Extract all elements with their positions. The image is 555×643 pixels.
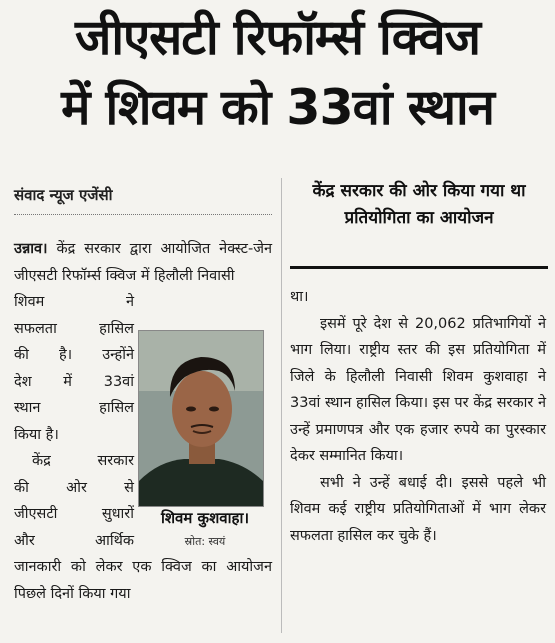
headline	[0, 0, 555, 142]
portrait-photo	[138, 330, 264, 507]
headline-line-1: जीएसटी रिफॉर्म्स क्विज	[74, 9, 481, 66]
wrap-line: की है। उन्होंने	[14, 347, 134, 363]
dateline: उन्नाव।	[14, 241, 48, 257]
wrap-line: शिवम ने	[14, 294, 134, 310]
byline: संवाद न्यूज एजेंसी	[14, 186, 113, 204]
byline-divider	[14, 214, 272, 215]
wrap-line: और आर्थिक	[14, 532, 134, 549]
wrap-line: केंद्र सरकार	[32, 453, 134, 469]
wrap-line: की ओर से	[14, 479, 134, 496]
subheadline-rule	[290, 266, 548, 269]
paragraph-1-full-lines: केंद्र सरकार द्वारा आयोजित नेक्स्ट-जेन जीएसटी रिफॉर्म्स क्विज में हिलौली निवासी	[14, 241, 272, 284]
headline-line-2: में शिवम को 33वां स्थान	[61, 79, 494, 136]
paragraph-2-full-lines: जानकारी को लेकर एक क्विज का आयोजन पिछले दिनों किया गया	[14, 559, 272, 602]
wrap-line: जीएसटी सुधारों	[14, 506, 134, 522]
photo-source: स्रोत: स्वयं	[184, 535, 226, 548]
wrap-line: स्थान हासिल	[14, 400, 134, 416]
right-paragraph-3: सभी ने उन्हें बधाई दी। इससे पहले भी शिवम कई राष्ट्रीय प्रतियोगिताओं में भाग लेकर सफलता हासिल कर चुके हैं।	[290, 474, 546, 544]
right-paragraph-2: इसमें पूरे देश से 20,062 प्रतिभागियों ने भाग लिया। राष्ट्रीय स्तर की इस प्रतियोगिता में जिले के हिलौली निवासी शिवम कुशवाहा ने 33वां स्थान हासिल किया। इस पर केंद्र सरकार ने उन्हें प्रमाणपत्र और एक हजार रुपये का पुरस्कार देकर सम्मानित किया।	[290, 315, 546, 464]
person-portrait-icon	[139, 331, 263, 506]
wrap-line: सफलता हासिल	[14, 320, 134, 337]
wrap-line: देश में 33वां	[14, 373, 134, 390]
right-paragraph-1: था।	[290, 289, 309, 305]
subheadline: केंद्र सरकार की ओर किया गया था प्रतियोगिता का आयोजन	[312, 181, 526, 228]
column-divider	[281, 178, 282, 633]
right-column-text	[290, 284, 546, 549]
wrap-line: किया है।	[14, 426, 59, 443]
photo-caption: शिवम कुशवाहा।	[160, 509, 250, 527]
